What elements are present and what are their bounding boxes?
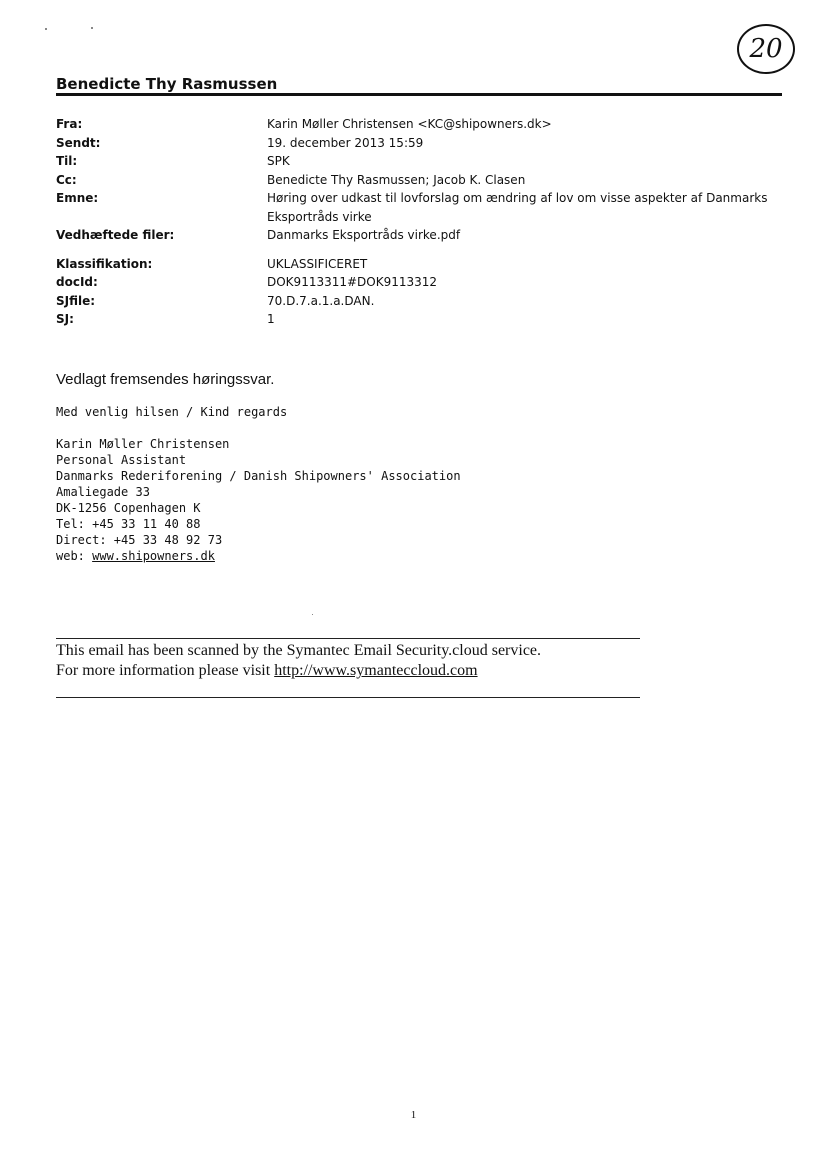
meta-value: 19. december 2013 15:59 (267, 135, 424, 150)
document-owner-name: Benedicte Thy Rasmussen (56, 75, 278, 93)
web-label: web: (56, 549, 93, 563)
meta-label: Til: (56, 154, 78, 168)
footer-scan-notice: This email has been scanned by the Symantec Email Security.cloud service. (56, 642, 542, 659)
signature-name: Karin Møller Christensen (56, 437, 230, 451)
meta-row-from (56, 115, 786, 134)
meta-label: Klassifikation: (56, 256, 153, 271)
meta-label: SJ: (56, 312, 74, 326)
symantec-link[interactable]: http://www.symanteccloud.com (274, 662, 478, 679)
footer-top-rule (56, 638, 640, 639)
email-lead-text: Vedlagt fremsendes høringssvar. (56, 371, 275, 388)
meta-row-subject (56, 189, 786, 226)
meta-label: Emne: (56, 191, 99, 205)
meta-row-cc (56, 171, 786, 190)
meta-label: Sendt: (56, 135, 101, 150)
scan-speck (91, 27, 93, 29)
meta-label: docId: (56, 275, 98, 289)
security-footer (56, 641, 541, 681)
meta-row-classification (56, 255, 786, 274)
meta-value: 1 (267, 312, 275, 326)
footer-info-prefix: For more information please visit (56, 662, 275, 679)
meta-value: Høring over udkast til lovforslag om ændring af lov om visse aspekter af Danmarks Eksportråds virke (267, 191, 768, 224)
signature-phone: Tel: +45 33 11 40 88 (56, 517, 201, 531)
greeting: Med venlig hilsen / Kind regards (56, 405, 288, 419)
meta-value: Karin Møller Christensen <KC@shipowners.dk> (267, 117, 552, 131)
website-link[interactable]: www.shipowners.dk (92, 549, 215, 563)
header-divider (56, 93, 782, 96)
meta-value: Danmarks Eksportråds virke.pdf (267, 228, 461, 242)
meta-row-sent (56, 134, 786, 153)
meta-label: Cc: (56, 172, 77, 187)
meta-row-docid (56, 273, 786, 292)
page-stamp: 20 (737, 24, 795, 74)
meta-value: SPK (267, 154, 290, 168)
signature-title: Personal Assistant (56, 453, 187, 467)
meta-value: DOK9113311#DOK9113312 (267, 275, 438, 289)
scan-speck (312, 614, 313, 615)
meta-value: UKLASSIFICERET (267, 256, 368, 271)
page-number: 1 (410, 1109, 417, 1121)
meta-value: 70.D.7.a.1.a.DAN. (267, 293, 375, 308)
meta-value: Benedicte Thy Rasmussen; Jacob K. Clasen (267, 172, 526, 187)
footer-bottom-rule (56, 697, 640, 698)
footer-info-line (56, 661, 541, 681)
email-metadata (56, 115, 786, 329)
meta-label: SJfile: (56, 293, 96, 308)
email-body (56, 404, 461, 564)
meta-row-attachments (56, 226, 786, 245)
signature-address-city: DK-1256 Copenhagen K (56, 501, 201, 515)
meta-label: Vedhæftede filer: (56, 228, 175, 242)
meta-row-to (56, 152, 786, 171)
scan-speck (45, 28, 47, 30)
signature-direct-phone: Direct: +45 33 48 92 73 (56, 533, 223, 547)
meta-label: Fra: (56, 117, 83, 131)
signature-organization: Danmarks Rederiforening / Danish Shipowners' Association (56, 469, 461, 483)
meta-row-sjfile (56, 292, 786, 311)
signature-web (56, 548, 461, 564)
meta-row-sj (56, 310, 786, 329)
signature-address-street: Amaliegade 33 (56, 485, 150, 499)
